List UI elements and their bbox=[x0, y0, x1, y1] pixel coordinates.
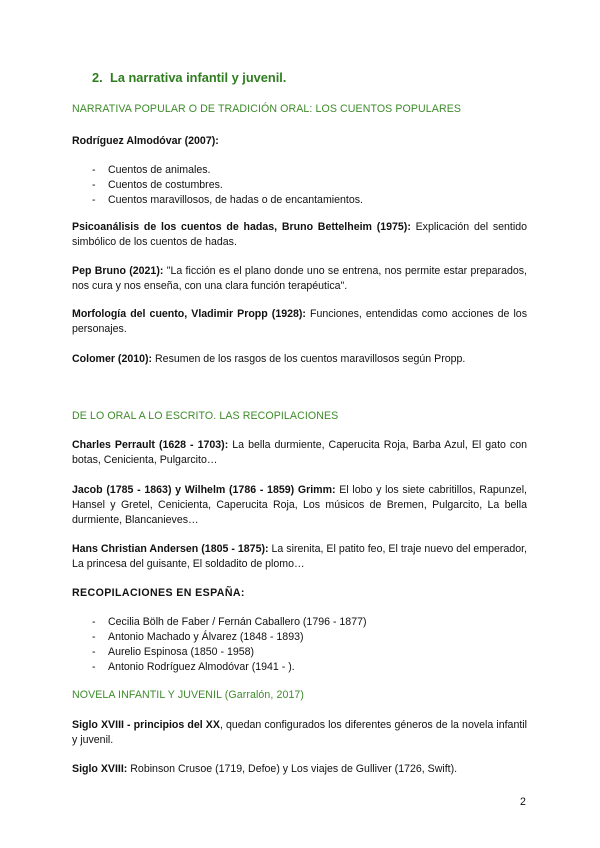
colomer-text: Resumen de los rasgos de los cuentos maravillosos según Propp. bbox=[152, 353, 466, 365]
list-item: - Antonio Machado y Álvarez (1848 - 1893) bbox=[92, 630, 512, 645]
colomer-bold: Colomer (2010): bbox=[72, 353, 153, 365]
propp-bold: Morfología del cuento, Vladimir Propp (1928): bbox=[72, 308, 306, 320]
rodriguez-heading: Rodríguez Almodóvar (2007): bbox=[72, 135, 219, 147]
heading-novela: NOVELA INFANTIL Y JUVENIL (Garralón, 2017) bbox=[72, 689, 305, 701]
espana-list bbox=[92, 615, 512, 675]
list-item: - Cuentos de animales. bbox=[92, 163, 512, 178]
siglos-bold: Siglo XVIII - principios del XX bbox=[72, 719, 220, 731]
propp-text: Funciones, entendidas como acciones de los personajes. bbox=[72, 308, 527, 335]
bettelheim-bold: Psicoanálisis de los cuentos de hadas, Bruno Bettelheim (1975): bbox=[72, 221, 411, 233]
paragraph-bettelheim bbox=[72, 220, 527, 250]
list-item: - Cuentos maravillosos, de hadas o de encantamientos. bbox=[92, 193, 512, 208]
popular-list bbox=[92, 163, 512, 208]
page-number: 2 bbox=[520, 796, 526, 808]
paragraph-siglos bbox=[72, 718, 527, 748]
heading-espana: RECOPILACIONES EN ESPAÑA: bbox=[72, 587, 245, 599]
siglos-text: , quedan configurados los diferentes géneros de la novela infantil y juvenil. bbox=[72, 719, 527, 746]
list-item: - Cuentos de costumbres. bbox=[92, 178, 512, 193]
bettelheim-text: Explicación del sentido simbólico de los cuentos de hadas. bbox=[72, 221, 527, 248]
grimm-text: El lobo y los siete cabritillos, Rapunzel, Hansel y Gretel, Cenicienta, Caperucita Roja, Los músicos de Bremen, Pulgarcito, La bella durmiente, Blancanieves… bbox=[72, 484, 527, 526]
paragraph-colomer bbox=[72, 352, 527, 367]
grimm-bold: Jacob (1785 - 1863) y Wilhelm (1786 - 1859) Grimm: bbox=[72, 484, 336, 496]
andersen-bold: Hans Christian Andersen (1805 - 1875): bbox=[72, 543, 269, 555]
paragraph-andersen bbox=[72, 542, 527, 572]
heading-recopilaciones: DE LO ORAL A LO ESCRITO. LAS RECOPILACIONES bbox=[72, 410, 339, 422]
andersen-text: La sirenita, El patito feo, El traje nuevo del emperador, La princesa del guisante, El soldadito de plomo… bbox=[72, 543, 528, 570]
paragraph-grimm bbox=[72, 483, 527, 528]
perrault-bold: Charles Perrault (1628 - 1703): bbox=[72, 439, 229, 451]
section-title-text: La narrativa infantil y juvenil. bbox=[110, 70, 287, 85]
xviii-text: Robinson Crusoe (1719, Defoe) y Los viajes de Gulliver (1726, Swift). bbox=[127, 763, 458, 775]
paragraph-perrault bbox=[72, 438, 527, 468]
section-number: 2. bbox=[92, 70, 103, 85]
paragraph-bruno bbox=[72, 264, 527, 294]
bruno-text: "La ficción es el plano donde uno se entrena, nos permite estar preparados, nos cura y nos enseña, con una clara función terapéutica". bbox=[72, 265, 527, 292]
list-item: - Aurelio Espinosa (1850 - 1958) bbox=[92, 645, 512, 660]
perrault-text: La bella durmiente, Caperucita Roja, Barba Azul, El gato con botas, Cenicienta, Pulgarcito… bbox=[72, 439, 528, 466]
paragraph-propp bbox=[72, 307, 527, 337]
section-title bbox=[92, 70, 286, 85]
list-item: - Cecilia Bölh de Faber / Fernán Caballero (1796 - 1877) bbox=[92, 615, 512, 630]
list-item: - Antonio Rodríguez Almodóvar (1941 - ). bbox=[92, 660, 512, 675]
xviii-bold: Siglo XVIII: bbox=[72, 763, 128, 775]
paragraph-xviii bbox=[72, 762, 527, 777]
heading-popular: NARRATIVA POPULAR O DE TRADICIÓN ORAL: LOS CUENTOS POPULARES bbox=[72, 103, 462, 115]
bruno-bold: Pep Bruno (2021): bbox=[72, 265, 164, 277]
